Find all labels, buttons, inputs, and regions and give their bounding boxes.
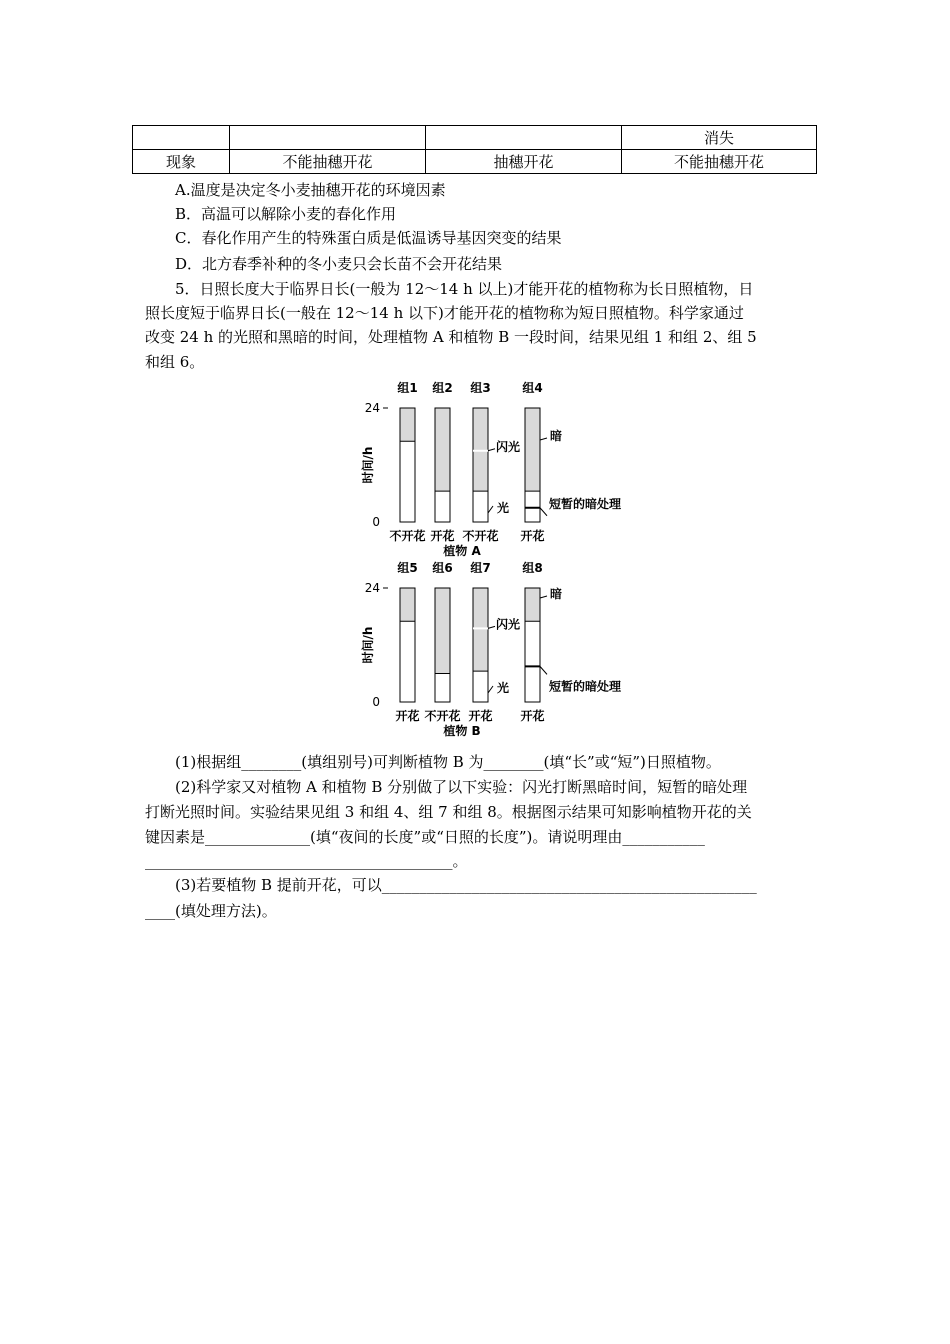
sub-question-2-line3: 键因素是______________(填“夜间的长度”或“日照的长度”)。请说明理由___________ bbox=[145, 828, 705, 846]
table-cell: 不能抽穗开花 bbox=[622, 150, 817, 174]
sub-question-2-line2: 打断光照时间。实验结果见组 3 和组 4、组 7 和组 8。根据图示结果可知影响植物开花的关 bbox=[145, 803, 752, 821]
q5-line1: 5．日照长度大于临界日长(一般为 12～14 h 以上)才能开花的植物称为长日照植物，日 bbox=[175, 280, 754, 298]
result-label: 开花 bbox=[395, 709, 420, 723]
light-segment bbox=[525, 621, 540, 702]
dark-pointer bbox=[540, 438, 547, 440]
y-tick-label: 0 bbox=[372, 695, 380, 709]
dark-annotation: 暗 bbox=[550, 429, 563, 443]
light-segment bbox=[400, 621, 415, 702]
sub-question-2-line4: _________________________________________。 bbox=[145, 852, 468, 870]
dark-segment bbox=[400, 408, 415, 441]
q5-line4: 和组 6。 bbox=[145, 353, 205, 371]
photoperiod-figure bbox=[355, 378, 645, 748]
short-dark-annotation: 短暂的暗处理 bbox=[549, 679, 622, 694]
dark-segment bbox=[473, 408, 488, 491]
y-tick-label: 0 bbox=[372, 515, 380, 529]
table-cell: 抽穗开花 bbox=[426, 150, 622, 174]
group-label: 组7 bbox=[470, 561, 491, 575]
option-c: C．春化作用产生的特殊蛋白质是低温诱导基因突变的结果 bbox=[175, 229, 562, 247]
result-label: 开花 bbox=[468, 709, 493, 723]
sub-question-3-line1: (3)若要植物 B 提前开花，可以__________________________________________________ bbox=[175, 876, 757, 894]
table-cell: 不能抽穗开花 bbox=[230, 150, 426, 174]
light-annotation: 光 bbox=[497, 681, 510, 695]
light-annotation: 光 bbox=[497, 501, 510, 515]
result-label: 不开花 bbox=[462, 529, 499, 543]
group-label: 组2 bbox=[432, 381, 453, 395]
flash-pointer bbox=[488, 449, 495, 451]
light-segment bbox=[525, 491, 540, 522]
table-cell bbox=[426, 126, 622, 150]
plant-label: 植物 B bbox=[443, 724, 481, 738]
sub-question-2-line1: (2)科学家又对植物 A 和植物 B 分别做了以下实验：闪光打断黑暗时间，短暂的暗处理 bbox=[175, 778, 748, 796]
dark-segment bbox=[473, 588, 488, 671]
group-label: 组1 bbox=[397, 381, 418, 395]
table-cell: 现象 bbox=[133, 150, 230, 174]
result-label: 开花 bbox=[430, 529, 455, 543]
dark-segment bbox=[400, 588, 415, 621]
dark-segment bbox=[435, 408, 450, 491]
light-segment bbox=[473, 671, 488, 702]
dark-annotation: 暗 bbox=[550, 587, 563, 601]
sub-question-1: (1)根据组________(填组别号)可判断植物 B 为________(填“长”或“短”)日照植物。 bbox=[175, 753, 721, 771]
light-segment bbox=[473, 491, 488, 522]
result-label: 不开花 bbox=[389, 529, 426, 543]
short-dark-annotation: 短暂的暗处理 bbox=[549, 496, 622, 511]
y-tick-label: 24 bbox=[364, 581, 380, 595]
table-row bbox=[133, 150, 817, 174]
flash-pointer bbox=[488, 626, 495, 628]
light-pointer bbox=[488, 686, 493, 693]
dark-pointer bbox=[540, 596, 547, 598]
flash-annotation: 闪光 bbox=[496, 617, 521, 632]
group-label: 组8 bbox=[522, 561, 543, 575]
option-d: D．北方春季补种的冬小麦只会长苗不会开花结果 bbox=[175, 255, 503, 273]
y-axis-label: 时间/h bbox=[361, 446, 375, 484]
option-b: B．高温可以解除小麦的春化作用 bbox=[175, 205, 397, 223]
result-table bbox=[132, 125, 817, 174]
dark-segment bbox=[525, 408, 540, 491]
light-segment bbox=[435, 491, 450, 522]
q5-line2: 照长度短于临界日长(一般在 12～14 h 以下)才能开花的植物称为短日照植物。科学家通过 bbox=[145, 304, 744, 322]
result-label: 开花 bbox=[520, 709, 545, 723]
plant-label: 植物 A bbox=[443, 544, 481, 558]
y-tick-label: 24 bbox=[364, 401, 380, 415]
result-label: 不开花 bbox=[424, 709, 461, 723]
table-cell: 消失 bbox=[622, 126, 817, 150]
flash-annotation: 闪光 bbox=[496, 439, 521, 454]
short-dark-pointer bbox=[540, 666, 547, 674]
group-label: 组4 bbox=[522, 381, 543, 395]
table-row bbox=[133, 126, 817, 150]
group-label: 组3 bbox=[470, 381, 491, 395]
dark-segment bbox=[525, 588, 540, 621]
y-axis-label: 时间/h bbox=[361, 626, 375, 664]
table-cell bbox=[133, 126, 230, 150]
group-label: 组6 bbox=[432, 561, 453, 575]
dark-segment bbox=[435, 588, 450, 674]
group-label: 组5 bbox=[397, 561, 418, 575]
light-segment bbox=[435, 674, 450, 703]
light-pointer bbox=[488, 506, 493, 513]
result-label: 开花 bbox=[520, 529, 545, 543]
table-cell bbox=[230, 126, 426, 150]
light-segment bbox=[400, 441, 415, 522]
option-a: A.温度是决定冬小麦抽穗开花的环境因素 bbox=[175, 181, 446, 199]
q5-line3: 改变 24 h 的光照和黑暗的时间，处理植物 A 和植物 B 一段时间，结果见组 1 和组 2、组 5 bbox=[145, 328, 757, 346]
short-dark-pointer bbox=[540, 508, 547, 516]
sub-question-3-line2: ____(填处理方法)。 bbox=[145, 902, 277, 920]
